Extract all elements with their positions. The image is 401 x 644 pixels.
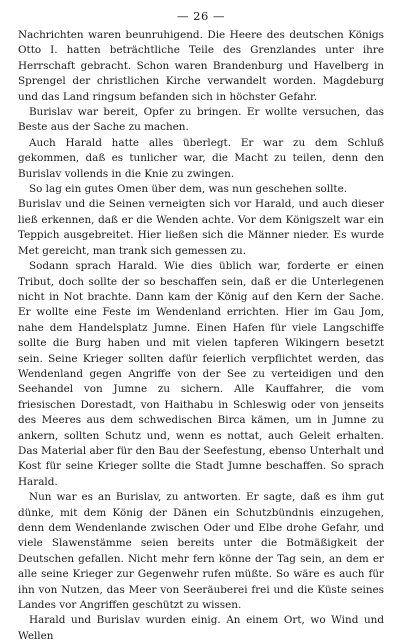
paragraph-6: Sodann sprach Harald. Wie dies üblich war, forderte er einen Tribut, doch sollte der so beschaffen sein, daß er die Unterlegenen nicht in Not brachte. Dann kam der König auf den Kern der Sache. Er wollte eine Feste im Wendenland errichten. Hier im Gau Jom, nahe dem Handelsplatz Jumne. Einen Hafen für viele Langschiffe sollte die Burg haben und mit vielen tapferen Wikingern besetzt sein. Seine Krieger sollten dafür feierlich verpflichtet werden, das Wendenland gegen Angriffe von der See zu verteidigen und den Seehandel von Jumne zu sichern. Alle Kauffahrer, die vom friesischen Dorestadt, von Haithabu in Schleswig oder von jenseits des Meeres aus dem schwedischen Birca kämen, um in Jumne zu ankern, sollten Schutz und, wenn es nottat, auch Geleit erhalten. Das Material aber für den Bau der Seefestung, ebenso Unterhalt und Kost für seine Krieger sollte die Stadt Jumne beschaffen. So sprach Harald. [18,260,384,488]
paragraph-4: So lag ein gutes Omen über dem, was nun geschehen sollte. [29,183,348,196]
book-page [18,8,384,644]
paragraph-1: Nachrichten waren beunruhigend. Die Heere des deutschen Königs Otto I. hatten beträchtliche Teile des Grenzlandes unter ihre Herrschaft gebracht. Schon waren Brandenburg und Havelberg in Sprengel der christlichen Kirche verwandelt worden. Magdeburg und das Land ringsum befanden sich in höchster Gefahr. [18,29,384,103]
paragraph-2: Burislav war bereit, Opfer zu bringen. Er wollte versuchen, das Beste aus der Sache zu machen. [18,106,384,134]
paragraph-7: Nun war es an Burislav, zu antworten. Er sagte, daß es ihm gut dünke, mit dem König der Dänen ein Schutzbündnis einzugehen, denn dem Wendenlande zwischen Oder und Elbe drohe Gefahr, und viele Slawenstämme seien bereits unter die Botmäßigkeit der Deutschen gefallen. Nicht mehr fern könne der Tag sein, an dem er alle seine Krieger zur Gegenwehr rufen müßte. So wäre es auch für ihn von Nutzen, das Meer von Seeräuberei frei und die Küste seines Landes vor Angriffen geschützt zu wissen. [18,491,384,612]
paragraph-8: Harald und Burislav wurden einig. An einem Ort, wo Wind und Wellen [18,614,384,642]
paragraph-5: Burislav und die Seinen verneigten sich vor Harald, und auch dieser ließ erkennen, daß er die Wenden achte. Vor dem Königszelt war ein Teppich ausgebreitet. Hier ließen sich die Männer nieder. Es wurde Met gereicht, man trank sich gemessen zu. [18,198,384,257]
page-number: — 26 — [177,9,225,23]
paragraph-3: Auch Harald hatte alles überlegt. Er war zu dem Schluß gekommen, daß es tunlicher war, die Macht zu teilen, denn den Burislav vollends in die Knie zu zwingen. [18,136,384,180]
